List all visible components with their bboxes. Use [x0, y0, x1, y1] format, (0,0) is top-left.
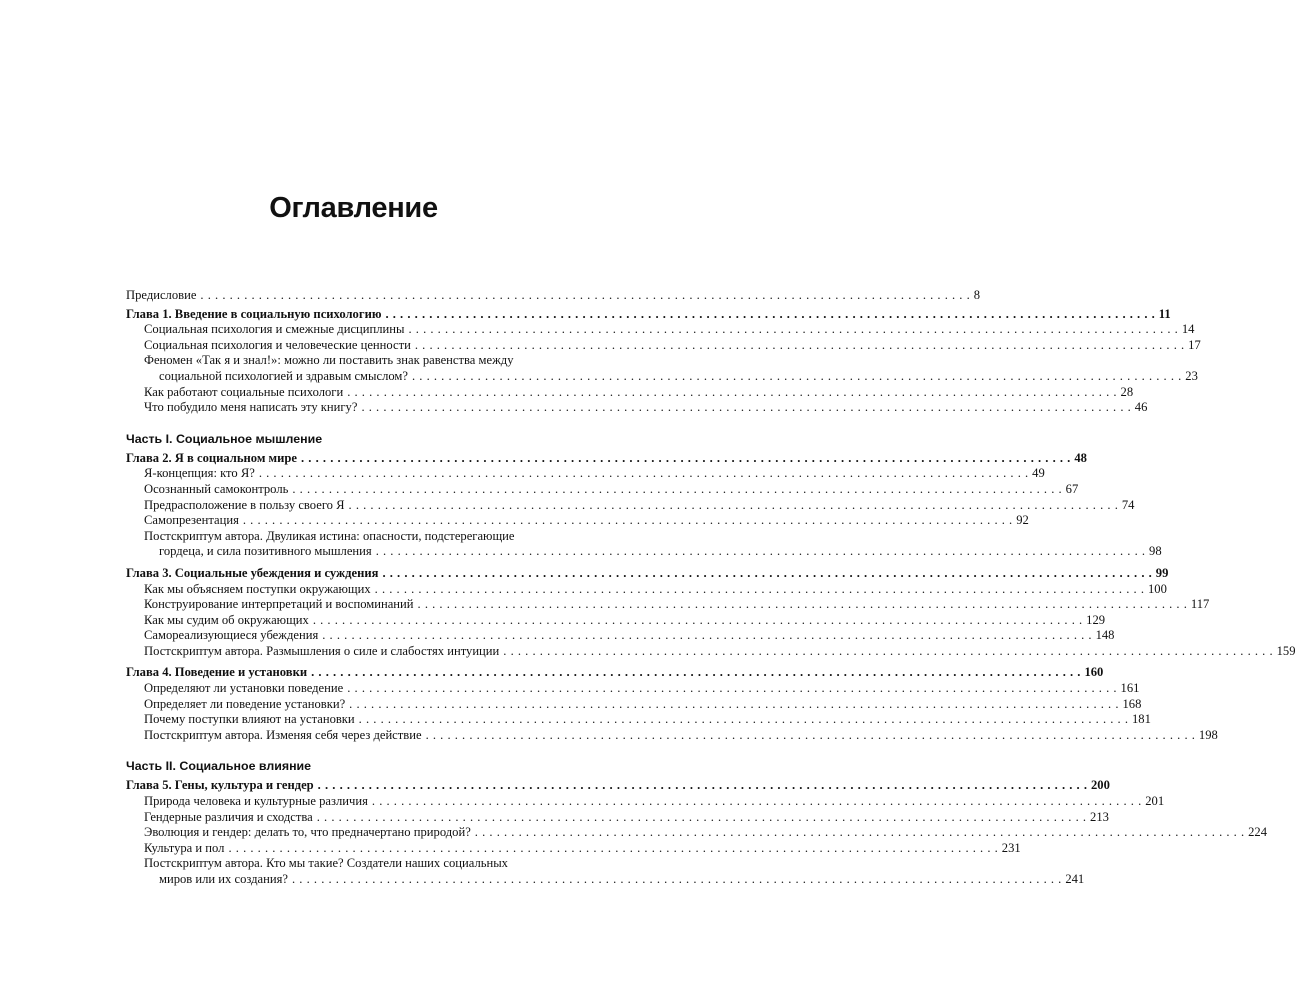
- entry-page: 92: [1016, 513, 1029, 528]
- entry-title-continued: гордеца, и сила позитивного мышления: [159, 544, 372, 559]
- toc-chapter-5[interactable]: [126, 778, 1110, 794]
- entry-page: 8: [973, 288, 981, 302]
- entry-page: 67: [1065, 481, 1079, 496]
- toc-chapter-2[interactable]: [126, 450, 1087, 467]
- entry-title: Постскриптум автора. Двуликая истина: опасности, подстерегающие: [144, 528, 515, 543]
- entry-title: Самореализующиеся убеждения: [144, 628, 319, 643]
- entry-title: Самопрезентация: [144, 513, 239, 528]
- toc-entry[interactable]: [126, 481, 1079, 498]
- entry-title-continued: социальной психологией и здравым смыслом?: [159, 368, 408, 383]
- toc-entry[interactable]: [126, 840, 1021, 857]
- entry-title: Осознанный самоконтроль: [144, 481, 289, 496]
- leader-dots: [412, 369, 1181, 385]
- entry-page: 74: [1121, 497, 1135, 512]
- table-of-contents: [126, 288, 1296, 888]
- entry-title: Постскриптум автора. Кто мы такие? Создатели наших социальных: [144, 856, 508, 871]
- leader-dots: [382, 566, 1151, 582]
- chapter-title: Глава 5. Гены, культура и гендер: [126, 778, 314, 793]
- leader-dots: [376, 544, 1145, 560]
- chapter-title: Глава 2. Я в социальном мире: [126, 450, 297, 465]
- entry-title: Социальная психология и смежные дисциплины: [144, 322, 405, 337]
- toc-entry-line1[interactable]: [126, 353, 568, 369]
- chapter-page: 48: [1074, 450, 1087, 465]
- entry-title: Определяет ли поведение установки?: [144, 696, 346, 711]
- toc-entry-line2[interactable]: [126, 872, 1085, 888]
- entry-title: Определяют ли установки поведение: [144, 681, 344, 696]
- entry-title: Как мы объясняем поступки окружающих: [144, 581, 371, 596]
- entry-page: 168: [1122, 696, 1142, 711]
- toc-entry[interactable]: [126, 400, 1148, 416]
- entry-title: Феномен «Так я и знал!»: можно ли поставить знак равенства между: [144, 353, 514, 368]
- leader-dots: [317, 810, 1086, 826]
- toc-entry-preface[interactable]: [126, 288, 981, 304]
- leader-dots: [347, 385, 1116, 401]
- entry-page: 28: [1120, 384, 1134, 399]
- entry-title: Что побудило меня написать эту книгу?: [144, 400, 358, 415]
- chapter-page: 99: [1155, 565, 1169, 580]
- toc-entry[interactable]: [126, 643, 1296, 660]
- part-heading-1[interactable]: Часть I. Социальное мышление: [126, 431, 323, 446]
- part-heading-2[interactable]: Часть II. Социальное влияние: [126, 759, 312, 774]
- leader-dots: [372, 794, 1141, 810]
- entry-title: Предисловие: [126, 288, 197, 302]
- entry-page: 159: [1276, 643, 1296, 658]
- entry-page: 46: [1134, 400, 1148, 415]
- entry-page: 49: [1032, 466, 1045, 481]
- toc-entry[interactable]: [126, 727, 1218, 744]
- toc-entry[interactable]: [126, 712, 1151, 728]
- toc-entry[interactable]: [126, 628, 1115, 644]
- entry-page: 148: [1095, 628, 1115, 643]
- entry-title: Эволюция и гендер: делать то, что предначертано природой?: [144, 825, 471, 840]
- entry-title: Как мы судим об окружающих: [144, 612, 309, 627]
- leader-dots: [228, 841, 997, 857]
- leader-dots: [200, 288, 969, 304]
- entry-page: 17: [1188, 337, 1201, 352]
- leader-dots: [322, 628, 1091, 644]
- leader-dots: [347, 681, 1116, 697]
- toc-entry[interactable]: [126, 384, 1134, 401]
- entry-page: 129: [1086, 612, 1106, 627]
- entry-page: 213: [1090, 809, 1109, 824]
- entry-title: Постскриптум автора. Размышления о силе и слабостях интуиции: [144, 643, 500, 658]
- chapter-page: 200: [1091, 778, 1110, 793]
- toc-entry[interactable]: [126, 597, 1210, 613]
- entry-page: 224: [1248, 825, 1268, 840]
- entry-page: 201: [1145, 794, 1165, 809]
- leader-dots: [318, 778, 1087, 794]
- entry-title: Природа человека и культурные различия: [144, 794, 368, 809]
- toc-entry[interactable]: [126, 466, 1045, 482]
- toc-entry[interactable]: [126, 794, 1165, 810]
- leader-dots: [408, 322, 1177, 338]
- leader-dots: [426, 728, 1195, 744]
- leader-dots: [415, 338, 1184, 354]
- toc-entry[interactable]: [126, 612, 1106, 629]
- toc-entry[interactable]: [126, 809, 1109, 826]
- leader-dots: [243, 513, 1012, 529]
- leader-dots: [503, 644, 1272, 660]
- entry-page: 161: [1120, 681, 1140, 696]
- toc-entry[interactable]: [126, 322, 1195, 338]
- leader-dots: [259, 466, 1028, 482]
- entry-title: Я-концепция: кто Я?: [144, 466, 255, 481]
- toc-chapter-4[interactable]: [126, 665, 1104, 681]
- toc-entry[interactable]: [126, 696, 1142, 713]
- entry-title-continued: миров или их создания?: [159, 872, 288, 886]
- toc-entry[interactable]: [126, 681, 1140, 697]
- leader-dots: [475, 825, 1244, 841]
- toc-entry[interactable]: [126, 513, 1029, 529]
- entry-title: Социальная психология и человеческие ценности: [144, 337, 411, 352]
- entry-page: 198: [1198, 727, 1218, 742]
- leader-dots: [359, 712, 1128, 728]
- leader-dots: [349, 697, 1118, 713]
- toc-chapter-1[interactable]: [126, 306, 1171, 323]
- entry-page: 241: [1065, 872, 1085, 886]
- toc-entry-line1[interactable]: [126, 856, 568, 872]
- toc-entry-line2[interactable]: [126, 368, 1198, 385]
- leader-dots: [385, 307, 1154, 323]
- leader-dots: [301, 451, 1070, 467]
- leader-dots: [292, 872, 1061, 888]
- toc-chapter-3[interactable]: [126, 565, 1169, 582]
- entry-title: Почему поступки влияют на установки: [144, 712, 355, 727]
- leader-dots: [349, 498, 1118, 514]
- toc-entry-line1[interactable]: [126, 529, 568, 545]
- page-title: Оглавление: [269, 192, 438, 224]
- chapter-page: 11: [1158, 306, 1171, 321]
- toc-entry-line2[interactable]: [126, 544, 1162, 560]
- entry-page: 100: [1147, 581, 1167, 596]
- entry-page: 117: [1190, 597, 1210, 612]
- toc-entry[interactable]: [126, 581, 1167, 598]
- leader-dots: [418, 597, 1187, 613]
- leader-dots: [292, 482, 1061, 498]
- toc-entry[interactable]: [126, 825, 1268, 841]
- chapter-title: Глава 1. Введение в социальную психологию: [126, 306, 382, 321]
- leader-dots: [375, 582, 1144, 598]
- entry-page: 23: [1185, 368, 1198, 383]
- chapter-page: 160: [1084, 665, 1104, 680]
- chapter-title: Глава 3. Социальные убеждения и суждения: [126, 565, 379, 580]
- entry-page: 231: [1001, 840, 1021, 855]
- leader-dots: [361, 400, 1130, 416]
- entry-title: Предрасположение в пользу своего Я: [144, 497, 345, 512]
- entry-title: Постскриптум автора. Изменяя себя через действие: [144, 727, 422, 742]
- leader-dots: [313, 613, 1082, 629]
- entry-title: Гендерные различия и сходства: [144, 809, 313, 824]
- toc-entry[interactable]: [126, 337, 1201, 354]
- leader-dots: [311, 665, 1080, 681]
- entry-page: 14: [1181, 322, 1195, 337]
- entry-page: 181: [1132, 712, 1151, 727]
- entry-title: Культура и пол: [144, 840, 225, 855]
- chapter-title: Глава 4. Поведение и установки: [126, 665, 308, 680]
- entry-title: Как работают социальные психологи: [144, 384, 344, 399]
- entry-title: Конструирование интерпретаций и воспоминаний: [144, 597, 414, 612]
- entry-page: 98: [1149, 544, 1162, 559]
- toc-entry[interactable]: [126, 497, 1135, 514]
